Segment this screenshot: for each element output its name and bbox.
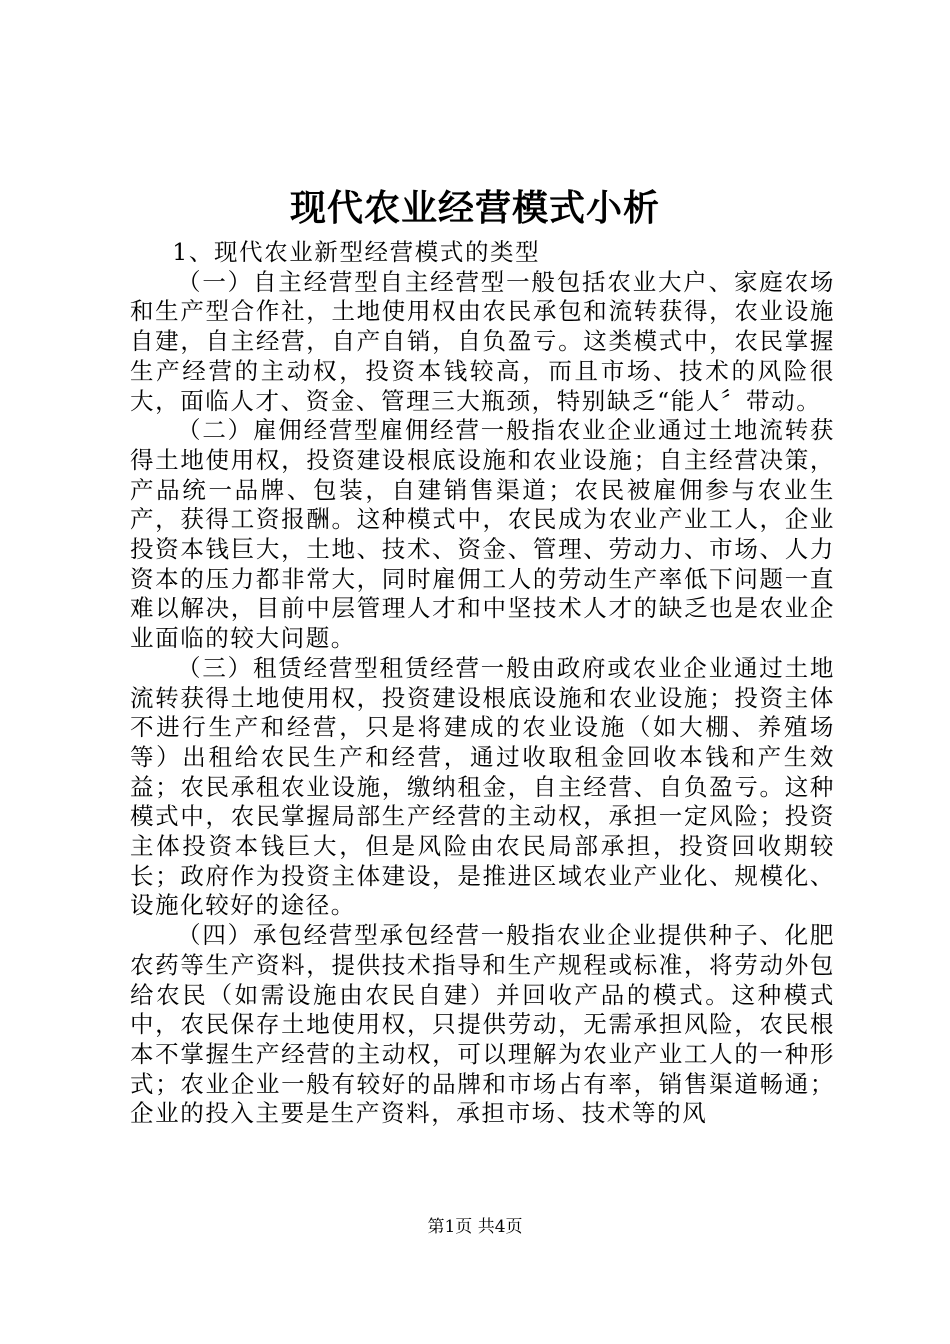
paragraph-self-operated: （一）自主经营型自主经营型一般包括农业大户、家庭农场和生产型合作社，土地使用权由农民承包和流转获得，农业设施自建，自主经营，自产自销，自负盈亏。这类模式中，农民掌握生产经营的主动权，投资本钱较高，而且市场、技术的风险很大，面临人才、资金、管理三大瓶颈，特别缺乏“能人〞带动。: [130, 267, 835, 415]
section-heading: 1、现代农业新型经营模式的类型: [172, 238, 541, 266]
page-footer: 第1页 共4页: [427, 1217, 523, 1237]
paragraph-contracting: （四）承包经营型承包经营一般指农业企业提供种子、化肥农药等生产资料，提供技术指导和生产规程或标准，将劳动外包给农民（如需设施由农民自建）并回收产品的模式。这种模式中，农民保存土地使用权，只提供劳动，无需承担风险，农民根本不掌握生产经营的主动权，可以理解为农业产业工人的一种形式；农业企业一般有较好的品牌和市场占有率，销售渠道畅通；企业的投入主要是生产资料，承担市场、技术等的风: [130, 921, 835, 1128]
paragraph-employment: （二）雇佣经营型雇佣经营一般指农业企业通过土地流转获得土地使用权，投资建设根底设施和农业设施；自主经营决策，产品统一品牌、包装，自建销售渠道；农民被雇佣参与农业生产，获得工资报酬。这种模式中，农民成为农业产业工人，企业投资本钱巨大，土地、技术、资金、管理、劳动力、市场、人力资本的压力都非常大，同时雇佣工人的劳动生产率低下问题一直难以解决，目前中层管理人才和中坚技术人才的缺乏也是农业企业面临的较大问题。: [130, 416, 835, 653]
document-body: [130, 238, 835, 1129]
document-title: 现代农业经营模式小析: [289, 188, 660, 229]
paragraph-leasing: （三）租赁经营型租赁经营一般由政府或农业企业通过土地流转获得土地使用权，投资建设根底设施和农业设施；投资主体不进行生产和经营，只是将建成的农业设施（如大棚、养殖场等）出租给农民生产和经营，通过收取租金回收本钱和产生效益；农民承租农业设施，缴纳租金，自主经营、自负盈亏。这种模式中，农民掌握局部生产经营的主动权，承担一定风险；投资主体投资本钱巨大，但是风险由农民局部承担，投资回收期较长；政府作为投资主体建设，是推进区域农业产业化、规模化、设施化较好的途径。: [130, 653, 835, 920]
